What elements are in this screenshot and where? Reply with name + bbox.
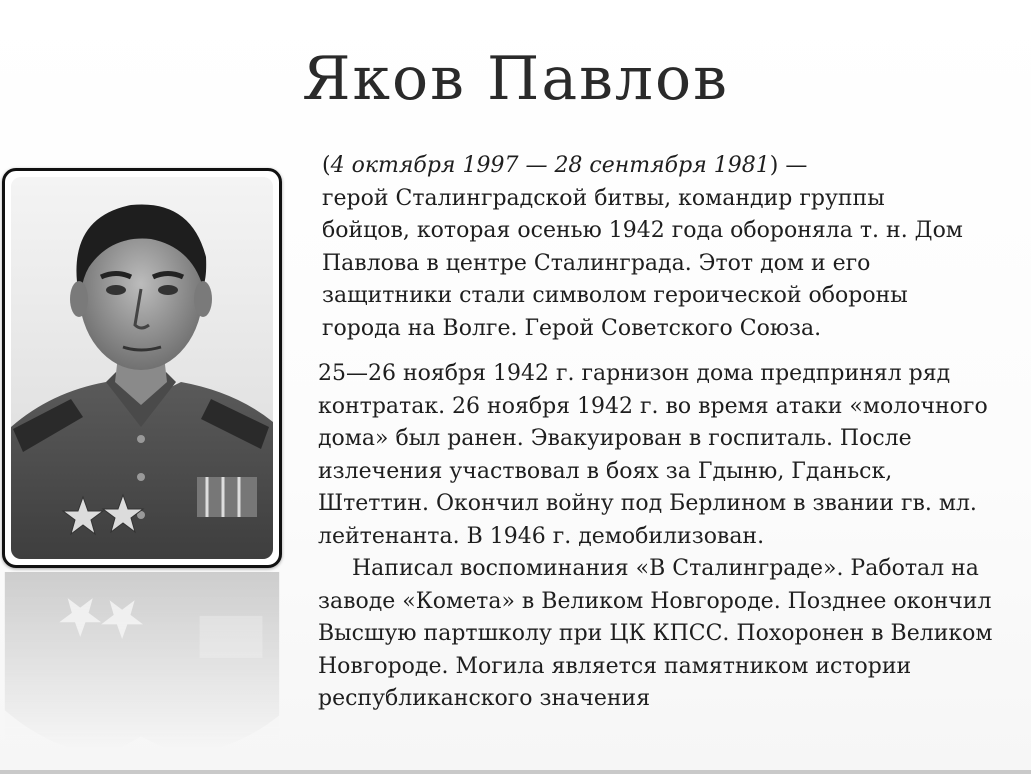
bio-line: дома» был ранен. Эвакуирован в госпиталь. После [318, 426, 912, 451]
bio-line: бойцов, которая осенью 1942 года обороняла т. н. Дом [322, 218, 963, 243]
bio-line: города на Волге. Герой Советского Союза. [322, 315, 822, 341]
bio-details [318, 358, 992, 716]
bio-line: излечения участвовал в боях за Гдыню, Гданьск, [318, 458, 893, 484]
dates-close: ) — [769, 153, 808, 178]
portrait-photo [11, 177, 273, 559]
bio-line: защитники стали символом героической обороны [322, 283, 908, 308]
portrait-reflection-illustration [2, 572, 282, 772]
bio-line: Штеттин. Окончил войну под Берлином в звании гв. мл. [318, 491, 977, 516]
portrait-illustration [11, 177, 273, 559]
bio-line: герой Сталинградской битвы, командир группы [322, 185, 885, 211]
bio-line: Павлова в центре Сталинграда. Этот дом и его [322, 250, 871, 276]
bio-line: лейтенанта. В 1946 г. демобилизован. [318, 523, 765, 549]
bottom-divider [0, 770, 1031, 774]
bio-line: Написал воспоминания «В Сталинграде». Работал на [352, 556, 979, 581]
page-title: Яков Павлов [302, 44, 729, 114]
bio-line: 25—26 ноября 1942 г. гарнизон дома предпринял ряд [318, 361, 951, 386]
life-dates: 4 октября 1997 — 28 сентября 1981 [330, 153, 770, 178]
bio-line: Высшую партшколу при ЦК КПСС. Похоронен в Великом [318, 621, 993, 646]
bio-dates-line [322, 150, 963, 183]
bio-line: республиканского значения [318, 686, 651, 711]
bio-line: заводе «Комета» в Великом Новгороде. Позднее окончил [318, 588, 992, 614]
bio-line: контратак. 26 ноября 1942 г. во время атаки «молочного [318, 393, 988, 419]
dates-open: ( [322, 153, 331, 178]
portrait-reflection [2, 572, 282, 772]
portrait-frame [2, 168, 282, 568]
bio-intro [322, 150, 963, 345]
bio-line: Новгороде. Могила является памятником истории [318, 653, 912, 679]
